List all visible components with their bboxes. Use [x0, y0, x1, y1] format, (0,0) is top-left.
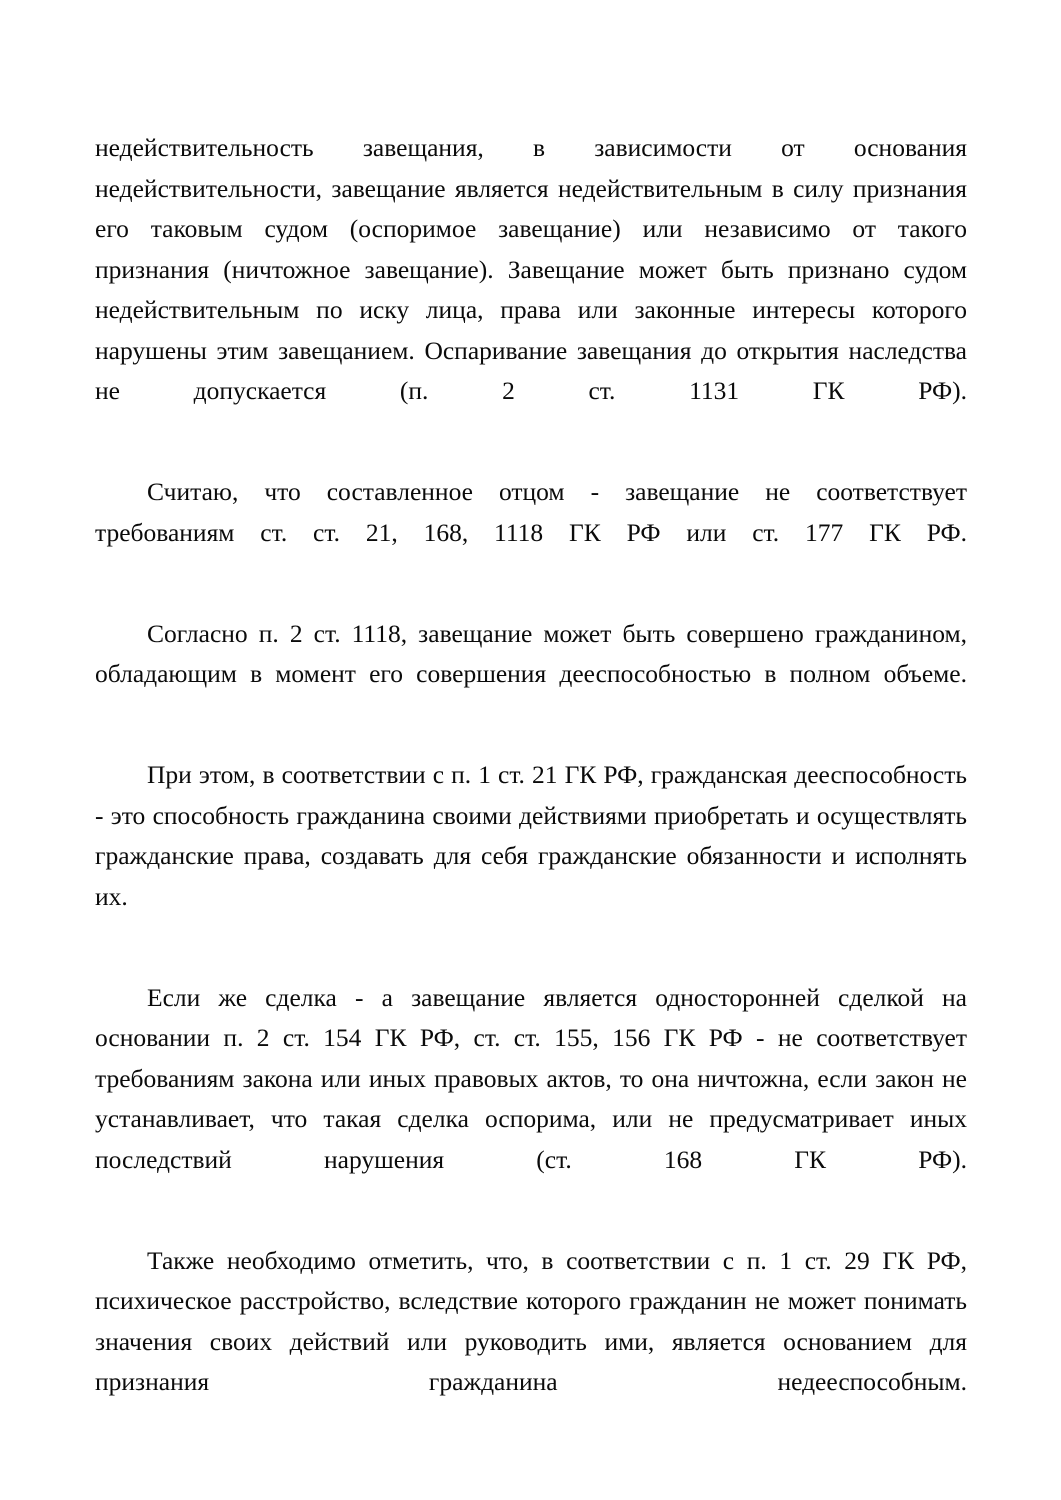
paragraph-article-29-mental-disorder: Также необходимо отметить, что, в соответствии с п. 1 ст. 29 ГК РФ, психическое расстройство, вследствие которого гражданин не может понимать значения своих действий или руководить ими, является основанием для признания гражданина недееспособным. — [95, 1245, 967, 1396]
paragraph-unilateral-transaction: Если же сделка - а завещание является односторонней сделкой на основании п. 2 ст. 154 ГК РФ, ст. ст. 155, 156 ГК РФ - не соответствует требованиям закона или иных правовых актов, то она ничтожна, если закон не устанавливает, что такая сделка оспорима, или не предусматривает иных последствий нарушения (ст. 168 ГК РФ). — [95, 982, 967, 1174]
document-text-body — [95, 128, 967, 1443]
paragraph-continuation-invalidity-of-will: недействительность завещания, в зависимости от основания недействительности, завещание является недействительным в силу признания его таковым судом (оспоримое завещание) или независимо от такого признания (ничтожное завещание). Завещание может быть признано судом недействительным по иску лица, права или законные интересы которого нарушены этим завещанием. Оспаривание завещания до открытия наследства не допускается (п. 2 ст. 1131 ГК РФ). — [95, 133, 967, 405]
paragraph-article-1118: Согласно п. 2 ст. 1118, завещание может быть совершено гражданином, обладающим в момент его совершения дееспособностью в полном объеме. — [95, 618, 967, 688]
paragraph-article-21-capacity: При этом, в соответствии с п. 1 ст. 21 ГК РФ, гражданская дееспособность - это способность гражданина своими действиями приобретать и осуществлять гражданские права, создавать для себя гражданские обязанности и исполнять их. — [95, 760, 967, 911]
paragraph-claim-noncompliance: Считаю, что составленное отцом - завещание не соответствует требованиям ст. ст. 21, 168, 1118 ГК РФ или ст. 177 ГК РФ. — [95, 477, 967, 547]
